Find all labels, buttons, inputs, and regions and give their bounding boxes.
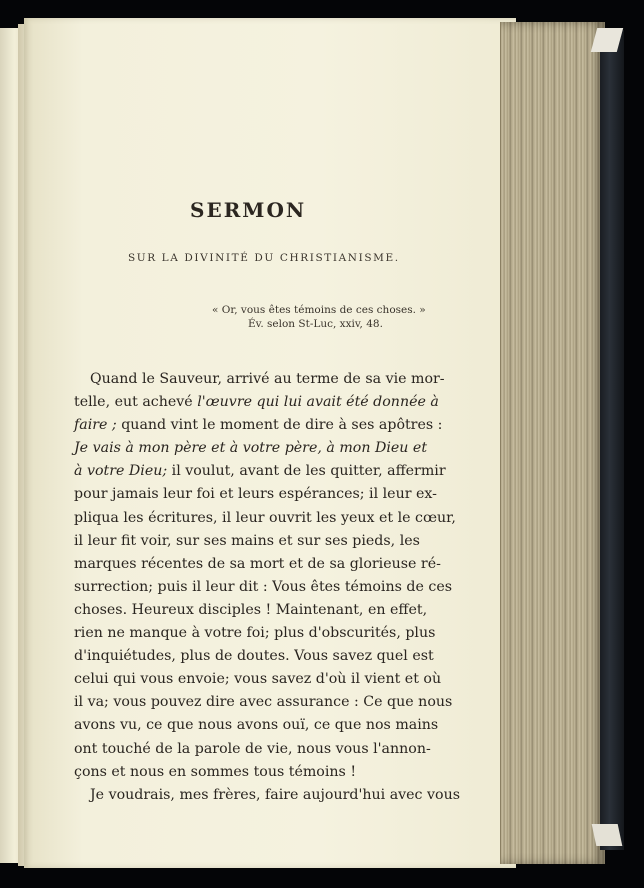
body-line: pliqua les écritures, il leur ouvrit les yeux et le cœur, [74, 509, 456, 526]
body-line: marques récentes de sa mort et de sa glorieuse ré- [74, 555, 441, 572]
body-line: Quand le Sauveur, arrivé au terme de sa vie mor- [90, 371, 445, 387]
body-line: à votre Dieu; il voulut, avant de les quitter, affermir [74, 463, 446, 480]
page-title: SERMON [190, 198, 307, 222]
body-line: avons vu, ce que nous avons ouï, ce que nos mains [74, 717, 439, 734]
body-line: celui qui vous envoie; vous savez d'où il vient et où [74, 671, 442, 688]
epigraph-reference: Év. selon St-Luc, xxiv, 48. [248, 318, 383, 330]
body-line: d'inquiétudes, plus de doutes. Vous savez quel est [74, 648, 434, 665]
body-line: pour jamais leur foi et leurs espérances; il leur ex- [74, 486, 437, 503]
body-line: çons et nous en sommes tous témoins ! [74, 763, 357, 780]
body-line: il va; vous pouvez dire avec assurance : Ce que nous [74, 694, 453, 711]
body-line: Je voudrais, mes frères, faire aujourd'hui avec vous [90, 786, 460, 803]
sermon-body [74, 368, 460, 807]
page-subtitle: SUR LA DIVINITÉ DU CHRISTIANISME. [128, 252, 400, 264]
body-line: Je vais à mon père et à votre père, à mon Dieu et [74, 440, 428, 457]
epigraph-quote: « Or, vous êtes témoins de ces choses. » [212, 304, 426, 316]
body-line: choses. Heureux disciples ! Maintenant, en effet, [74, 601, 428, 618]
body-line: surrection; puis il leur dit : Vous êtes témoins de ces [74, 578, 453, 595]
body-line: il leur fit voir, sur ses mains et sur ses pieds, les [74, 532, 420, 549]
body-line: faire ; quand vint le moment de dire à ses apôtres : [74, 417, 443, 434]
body-line: rien ne manque à votre foi; plus d'obscurités, plus [74, 625, 436, 642]
body-line: telle, eut achevé l'œuvre qui lui avait été donnée à [74, 394, 439, 411]
body-line: ont touché de la parole de vie, nous vous l'annon- [74, 740, 431, 757]
